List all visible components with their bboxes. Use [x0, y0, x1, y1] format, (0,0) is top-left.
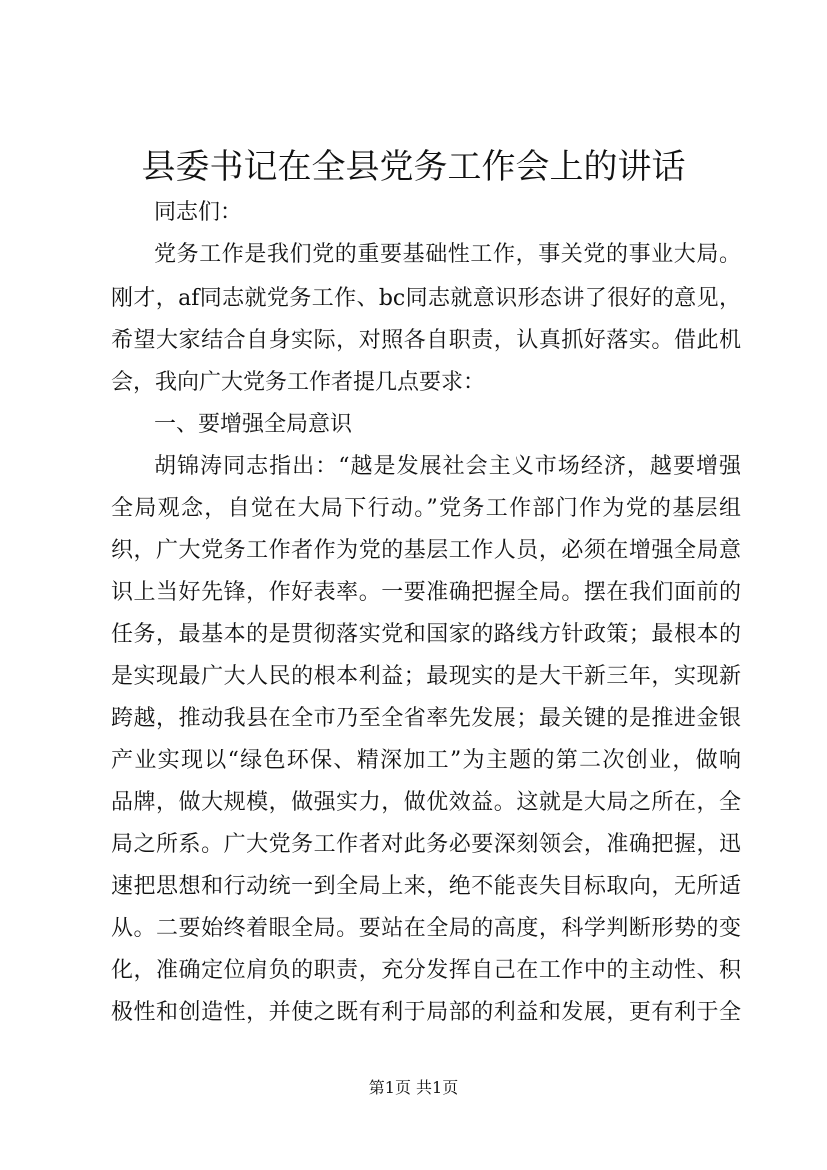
- body-line: 产业实现以“绿色环保、精深加工”为主题的第二次创业，做响: [111, 748, 741, 773]
- body-line: 品牌，做大规模，做强实力，做优效益。这就是大局之所在，全: [111, 790, 741, 815]
- body-line: 极性和创造性，并使之既有利于局部的利益和发展，更有利于全: [111, 1000, 741, 1025]
- body-line: 从。二要始终着眼全局。要站在全局的高度，科学判断形势的变: [111, 916, 741, 941]
- body-line: 速把思想和行动统一到全局上来，绝不能丧失目标取向，无所适: [111, 874, 741, 899]
- body-line: 织，广大党务工作者作为党的基层工作人员，必须在增强全局意: [111, 538, 741, 563]
- body-line: 是实现最广大人民的根本利益；最现实的是大干新三年，实现新: [111, 664, 741, 689]
- page-footer: 第1页 共1页: [368, 1078, 459, 1097]
- body-line: 局之所系。广大党务工作者对此务必要深刻领会，准确把握，迅: [111, 832, 741, 857]
- body-line: 全局观念，自觉在大局下行动。”党务工作部门作为党的基层组: [111, 496, 741, 521]
- body-line: 跨越，推动我县在全市乃至全省率先发展；最关键的是推进金银: [111, 706, 741, 731]
- body-line: 刚才，af同志就党务工作、bc同志就意识形态讲了很好的意见，: [111, 286, 741, 311]
- body-line: 希望大家结合自身实际，对照各自职责，认真抓好落实。借此机: [111, 328, 741, 353]
- document-title: 县委书记在全县党务工作会上的讲话: [141, 147, 686, 187]
- body-line: 任务，最基本的是贯彻落实党和国家的路线方针政策；最根本的: [111, 622, 741, 647]
- body-line: 会，我向广大党务工作者提几点要求：: [111, 370, 486, 395]
- body-line: 党务工作是我们党的重要基础性工作，事关党的事业大局。: [154, 242, 741, 267]
- section-heading: 一、要增强全局意识: [154, 412, 353, 437]
- body-line: 化，准确定位肩负的职责，充分发挥自己在工作中的主动性、积: [111, 958, 741, 983]
- salutation-line: 同志们：: [154, 200, 243, 225]
- body-line: 胡锦涛同志指出：“越是发展社会主义市场经济，越要增强: [154, 454, 741, 479]
- body-line: 识上当好先锋，作好表率。一要准确把握全局。摆在我们面前的: [111, 580, 741, 605]
